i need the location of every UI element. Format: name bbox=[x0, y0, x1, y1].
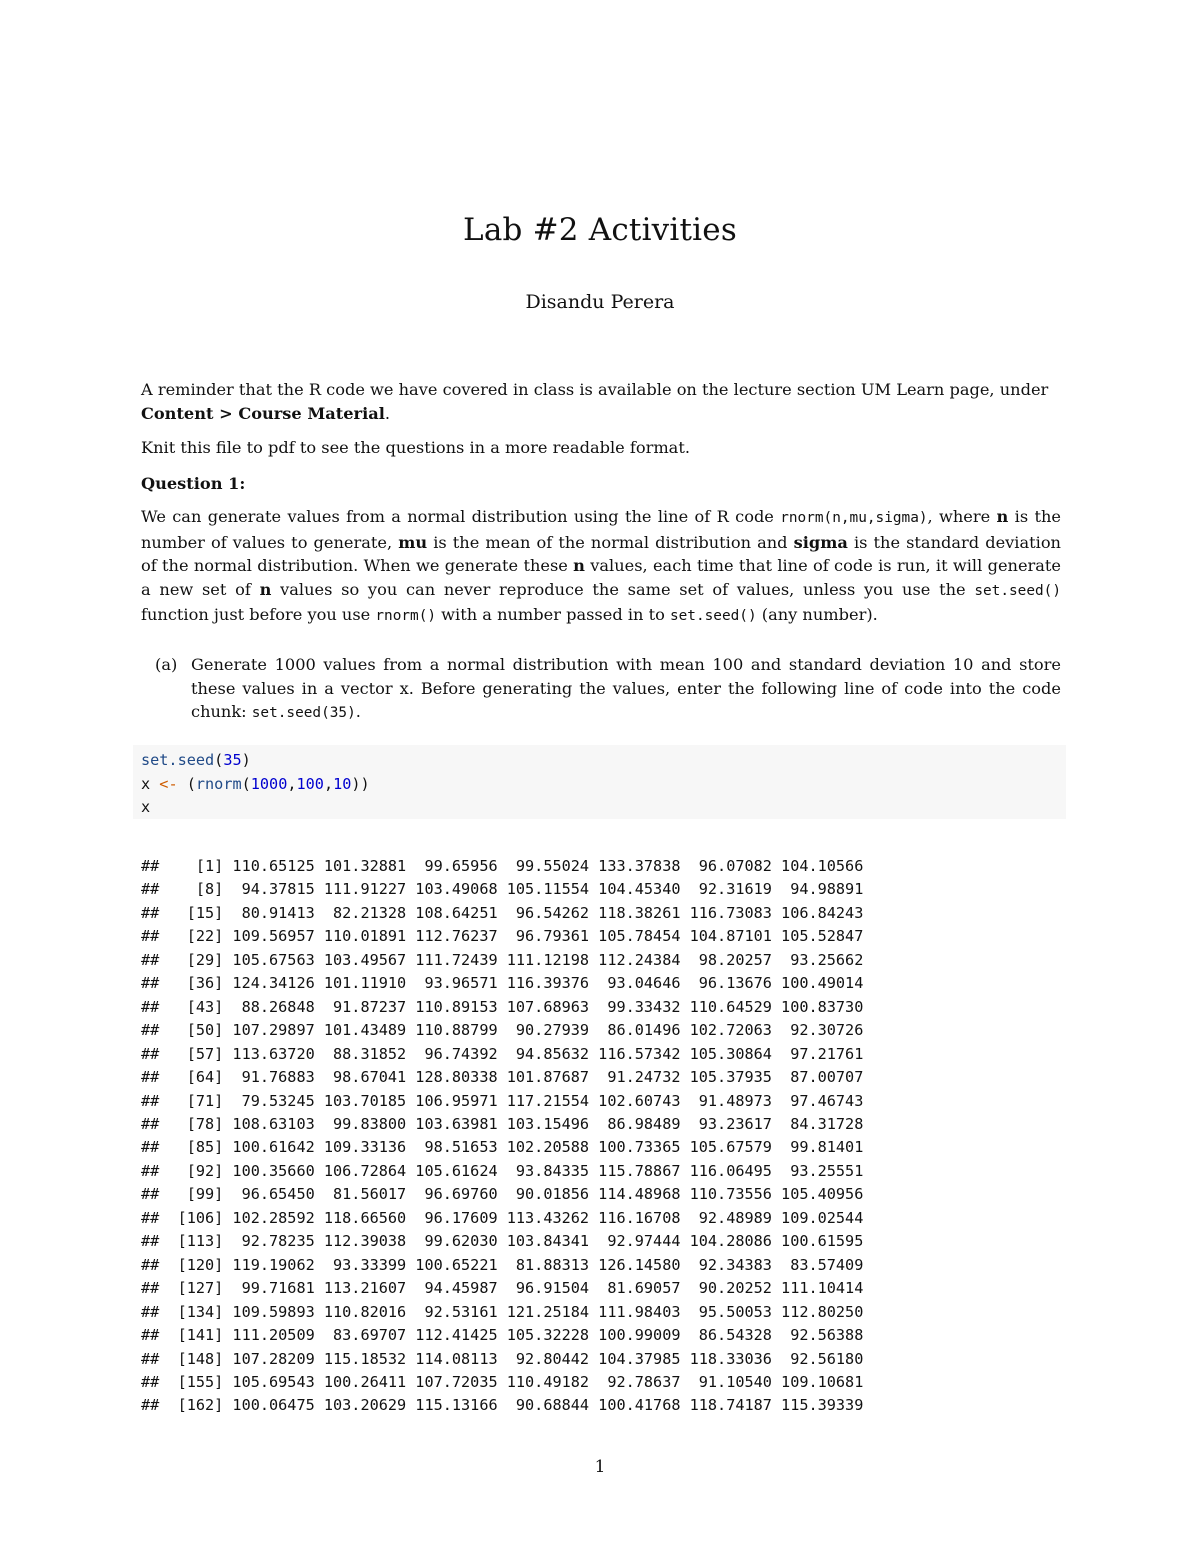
code-number: 35 bbox=[223, 751, 242, 769]
output-line: ## [43] 88.26848 91.87237 110.89153 107.68963 99.33432 110.64529 100.83730 bbox=[141, 997, 864, 1016]
output-line: ## [64] 91.76883 98.67041 128.80338 101.87687 91.24732 105.37935 87.00707 bbox=[141, 1068, 864, 1087]
output-line: ## [50] 107.29897 101.43489 110.88799 90.27939 86.01496 102.72063 92.30726 bbox=[141, 1021, 864, 1040]
part-a-label: (a) bbox=[155, 655, 178, 674]
output-line: ## [92] 100.35660 106.72864 105.61624 93.84335 115.78867 116.06495 93.25551 bbox=[141, 1161, 864, 1180]
q-bold-term: n bbox=[573, 556, 585, 575]
code-punct: )) bbox=[351, 774, 370, 793]
code-number: 10 bbox=[333, 774, 352, 793]
reminder-paragraph bbox=[141, 378, 1061, 425]
code-punct: ( bbox=[241, 774, 251, 793]
reminder-text: A reminder that the R code we have covered in class is available on the lecture section UM Learn page, under bbox=[141, 380, 1049, 399]
question-heading: Question 1: bbox=[141, 474, 246, 493]
knit-note: Knit this file to pdf to see the questions in a more readable format. bbox=[141, 438, 690, 457]
q-text: with a number passed in to bbox=[436, 605, 670, 624]
output-line: ## [134] 109.59893 110.82016 92.53161 121.25184 111.98403 95.50053 112.80250 bbox=[141, 1302, 864, 1321]
question-paragraph bbox=[141, 505, 1061, 629]
inline-code: rnorm(n,mu,sigma) bbox=[780, 510, 928, 526]
q-text: (any number). bbox=[756, 605, 878, 624]
code-assign-op: <- bbox=[159, 774, 178, 793]
q-text: values so you can never reproduce the same set of values, unless you use the bbox=[271, 579, 975, 599]
q-text: , where bbox=[927, 507, 997, 526]
reminder-end: . bbox=[384, 403, 391, 423]
code-number: 100 bbox=[296, 774, 324, 793]
q-text: We can generate values from a normal distribution using the line of R code bbox=[141, 507, 781, 526]
code-punct: ( bbox=[177, 774, 196, 793]
output-line: ## [99] 96.65450 81.56017 96.69760 90.01856 114.48968 110.73556 105.40956 bbox=[141, 1185, 864, 1204]
code-fn: rnorm bbox=[195, 774, 242, 793]
reminder-separator: > bbox=[213, 403, 239, 423]
part-a-text bbox=[191, 653, 1061, 726]
console-output bbox=[141, 855, 863, 1418]
output-line: ## [8] 94.37815 111.91227 103.49068 105.11554 104.45340 92.31619 94.98891 bbox=[141, 880, 864, 899]
output-line: ## [155] 105.69543 100.26411 107.72035 110.49182 92.78637 91.10540 109.10681 bbox=[141, 1372, 864, 1391]
inline-code: set.seed(35) bbox=[251, 705, 356, 721]
output-line: ## [127] 99.71681 113.21607 94.45987 96.91504 81.69057 90.20252 111.10414 bbox=[141, 1279, 864, 1298]
code-var: x bbox=[141, 798, 151, 816]
output-line: ## [106] 102.28592 118.66560 96.17609 113.43262 116.16708 92.48989 109.02544 bbox=[141, 1208, 864, 1227]
output-line: ## [71] 79.53245 103.70185 106.95971 117.21554 102.60743 91.48973 97.46743 bbox=[141, 1091, 864, 1110]
output-line: ## [141] 111.20509 83.69707 112.41425 105.32228 100.99009 86.54328 92.56388 bbox=[141, 1326, 864, 1345]
output-line: ## [15] 80.91413 82.21328 108.64251 96.54262 118.38261 116.73083 106.84243 bbox=[141, 903, 864, 922]
page-number: 1 bbox=[594, 1457, 606, 1477]
q-bold-term: mu bbox=[398, 532, 428, 552]
inline-code: set.seed() bbox=[974, 582, 1061, 599]
code-lines bbox=[141, 749, 370, 820]
output-line: ## [120] 119.19062 93.33399 100.65221 81.88313 126.14580 92.34383 83.57409 bbox=[141, 1255, 864, 1274]
document-title: Lab #2 Activities bbox=[463, 212, 737, 248]
q-text: is the mean of the normal distribution and bbox=[427, 532, 794, 552]
code-chunk bbox=[133, 745, 1066, 819]
part-a-body: Generate 1000 values from a normal distribution with mean 100 and standard deviation 10 and store these values in a vector x. Before generating the values, enter the following line of code into the code chunk: bbox=[191, 655, 1061, 721]
part-a-item bbox=[155, 653, 1061, 726]
output-line: ## [22] 109.56957 110.01891 112.76237 96.79361 105.78454 104.87101 105.52847 bbox=[141, 927, 864, 946]
code-punct: ) bbox=[241, 751, 251, 769]
q-text: is the number of values to generate, bbox=[141, 507, 1062, 552]
output-line: ## [1] 110.65125 101.32881 99.65956 99.55024 133.37838 96.07082 104.10566 bbox=[141, 857, 864, 875]
output-line: ## [85] 100.61642 109.33136 98.51653 102.20588 100.73365 105.67579 99.81401 bbox=[141, 1138, 864, 1157]
part-a-end: . bbox=[355, 702, 361, 721]
reminder-course-material-label: Course Material bbox=[238, 403, 385, 423]
author-name: Disandu Perera bbox=[525, 291, 675, 313]
output-line: ## [78] 108.63103 99.83800 103.63981 103.15496 86.98489 93.23617 84.31728 bbox=[141, 1114, 864, 1133]
output-line: ## [113] 92.78235 112.39038 99.62030 103.84341 92.97444 104.28086 100.61595 bbox=[141, 1232, 864, 1251]
inline-code: rnorm() bbox=[375, 608, 437, 624]
reminder-content-label: Content bbox=[141, 403, 214, 423]
q-bold-term: n bbox=[259, 579, 272, 599]
output-line: ## [29] 105.67563 103.49567 111.72439 111.12198 112.24384 98.20257 93.25662 bbox=[141, 950, 864, 969]
output-line: ## [57] 113.63720 88.31852 96.74392 94.85632 116.57342 105.30864 97.21761 bbox=[141, 1044, 864, 1063]
output-line: ## [162] 100.06475 103.20629 115.13166 90.68844 100.41768 118.74187 115.39339 bbox=[141, 1396, 864, 1415]
q-bold-term: sigma bbox=[793, 532, 848, 552]
output-line: ## [148] 107.28209 115.18532 114.08113 92.80442 104.37985 118.33036 92.56180 bbox=[141, 1349, 864, 1368]
output-line: ## [36] 124.34126 101.11910 93.96571 116.39376 93.04646 96.13676 100.49014 bbox=[141, 974, 864, 993]
q-text: is the standard deviation of the normal distribution. When we generate these bbox=[141, 532, 1061, 575]
code-number: 1000 bbox=[250, 774, 288, 793]
code-punct: ( bbox=[214, 751, 224, 769]
q-text: values, each time that line of code is run, it will generate a new set of bbox=[141, 556, 1062, 599]
code-punct: , bbox=[287, 774, 297, 793]
q-text: function just before you use bbox=[141, 605, 376, 624]
q-bold-term: n bbox=[996, 507, 1009, 526]
inline-code: set.seed() bbox=[669, 608, 757, 624]
code-punct: , bbox=[323, 774, 334, 793]
code-var: x bbox=[141, 774, 160, 793]
code-fn: set.seed bbox=[141, 751, 215, 769]
